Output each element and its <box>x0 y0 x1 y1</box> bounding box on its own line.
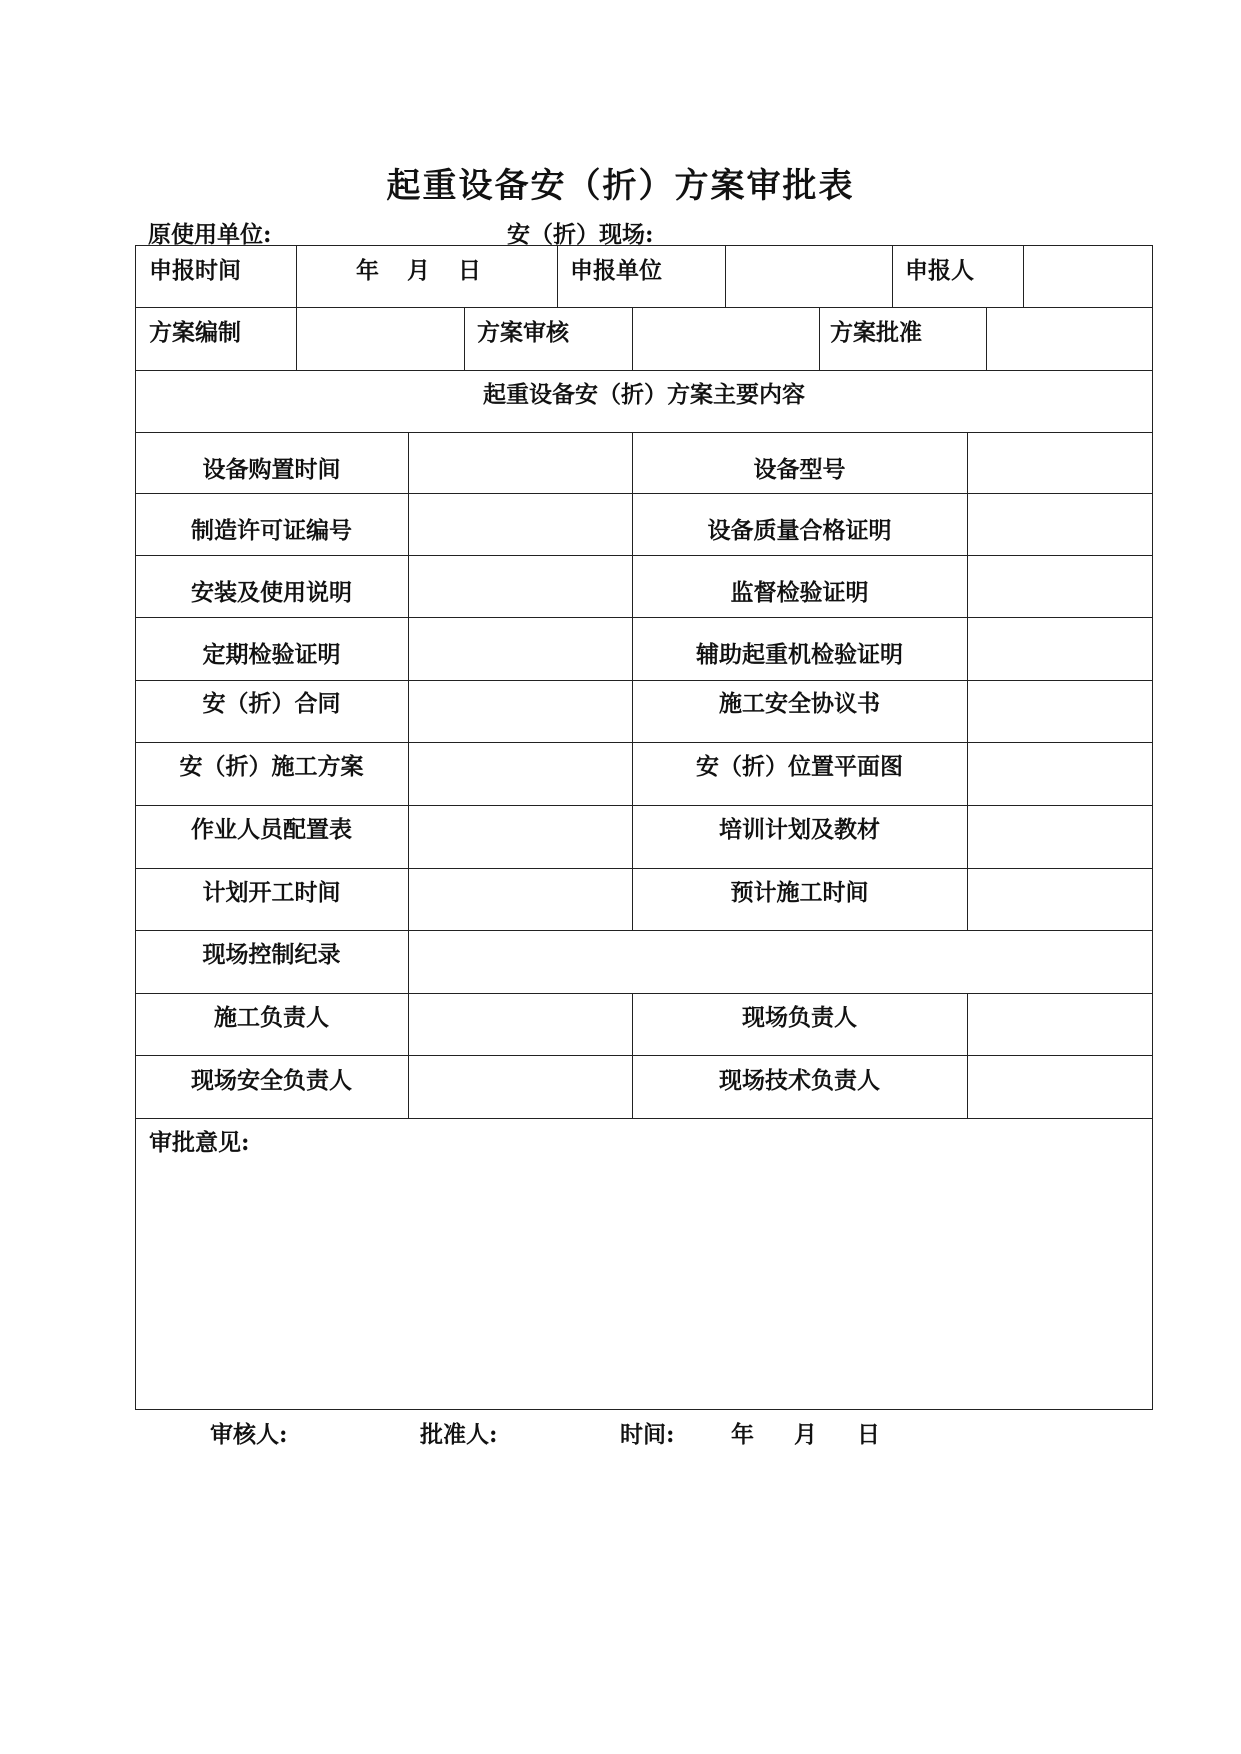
col-divider <box>892 245 893 307</box>
row-left-field[interactable] <box>409 618 631 679</box>
reviewer-label: 审核人: <box>210 1421 288 1448</box>
plan-review-label: 方案审核 <box>477 319 569 346</box>
footer-day-label: 日 <box>857 1421 880 1448</box>
row-right-label: 施工安全协议书 <box>719 690 880 717</box>
approval-opinion-field[interactable] <box>136 1155 1152 1409</box>
original-unit-label: 原使用单位: <box>148 221 272 248</box>
row-left-field[interactable] <box>409 556 631 616</box>
row-left-field[interactable] <box>409 433 631 492</box>
row-left-label: 定期检验证明 <box>202 641 341 668</box>
report-unit-label: 申报单位 <box>570 257 662 284</box>
original-unit-field[interactable] <box>285 214 485 244</box>
report-year-label: 年 <box>356 257 379 284</box>
row-left-label: 安（折）施工方案 <box>179 753 364 780</box>
row-right-field[interactable] <box>968 494 1152 554</box>
row-left-field[interactable] <box>409 869 631 929</box>
site-field[interactable] <box>665 214 915 244</box>
plan-prepare-field[interactable] <box>297 308 463 369</box>
reviewer-field[interactable] <box>300 1414 410 1444</box>
person-left-field[interactable] <box>409 994 631 1054</box>
plan-prepare-label: 方案编制 <box>149 319 241 346</box>
row-left-field[interactable] <box>409 743 631 804</box>
reporter-field[interactable] <box>1024 246 1152 306</box>
row-right-field[interactable] <box>968 433 1152 492</box>
row-left-label: 计划开工时间 <box>202 879 341 906</box>
approver-field[interactable] <box>508 1414 608 1444</box>
row-left-label: 制造许可证编号 <box>191 517 352 544</box>
person-left-label: 施工负责人 <box>214 1004 329 1031</box>
person-right-field[interactable] <box>968 1056 1152 1117</box>
row-right-field[interactable] <box>968 743 1152 804</box>
row-right-field[interactable] <box>968 681 1152 741</box>
site-control-label: 现场控制纪录 <box>202 941 341 968</box>
row-right-field[interactable] <box>968 618 1152 679</box>
row-left-label: 设备购置时间 <box>202 456 341 483</box>
reporter-label: 申报人 <box>905 257 974 284</box>
row-right-label: 安（折）位置平面图 <box>696 753 903 780</box>
report-time-label: 申报时间 <box>149 257 241 284</box>
row-right-label: 设备质量合格证明 <box>707 517 892 544</box>
report-unit-field[interactable] <box>726 246 891 306</box>
approval-opinion-label: 审批意见: <box>149 1129 250 1156</box>
row-right-field[interactable] <box>968 869 1152 929</box>
page-title: 起重设备安（折）方案审批表 <box>386 166 855 206</box>
row-right-field[interactable] <box>968 556 1152 616</box>
row-left-field[interactable] <box>409 681 631 741</box>
row-left-label: 安装及使用说明 <box>191 579 352 606</box>
plan-approve-label: 方案批准 <box>830 319 922 346</box>
row-right-label: 培训计划及教材 <box>719 816 880 843</box>
row-right-label: 设备型号 <box>753 456 846 483</box>
row-right-label: 监督检验证明 <box>730 579 869 606</box>
row-left-field[interactable] <box>409 806 631 867</box>
row-left-field[interactable] <box>409 494 631 554</box>
row-divider <box>135 1118 1153 1119</box>
person-right-label: 现场负责人 <box>742 1004 857 1031</box>
col-divider <box>632 432 633 930</box>
footer-year-label: 年 <box>731 1421 754 1448</box>
report-time-field[interactable] <box>297 246 556 306</box>
col-divider <box>464 307 465 370</box>
person-left-label: 现场安全负责人 <box>191 1067 352 1094</box>
site-label: 安（折）现场: <box>507 221 654 248</box>
report-month-label: 月 <box>407 257 430 284</box>
person-right-field[interactable] <box>968 994 1152 1054</box>
row-left-label: 安（折）合同 <box>202 690 341 717</box>
col-divider <box>557 245 558 307</box>
row-divider <box>135 370 1153 371</box>
time-label: 时间: <box>620 1421 675 1448</box>
row-right-label: 辅助起重机检验证明 <box>696 641 903 668</box>
row-right-field[interactable] <box>968 806 1152 867</box>
section-title: 起重设备安（折）方案主要内容 <box>483 381 805 408</box>
row-left-label: 作业人员配置表 <box>191 816 352 843</box>
approver-label: 批准人: <box>420 1421 498 1448</box>
footer-month-label: 月 <box>794 1421 817 1448</box>
person-right-label: 现场技术负责人 <box>719 1067 880 1094</box>
site-control-field[interactable] <box>409 931 1152 992</box>
plan-review-field[interactable] <box>633 308 818 369</box>
row-right-label: 预计施工时间 <box>730 879 869 906</box>
plan-approve-field[interactable] <box>987 308 1152 369</box>
col-divider <box>819 307 820 370</box>
report-day-label: 日 <box>458 257 481 284</box>
person-left-field[interactable] <box>409 1056 631 1117</box>
